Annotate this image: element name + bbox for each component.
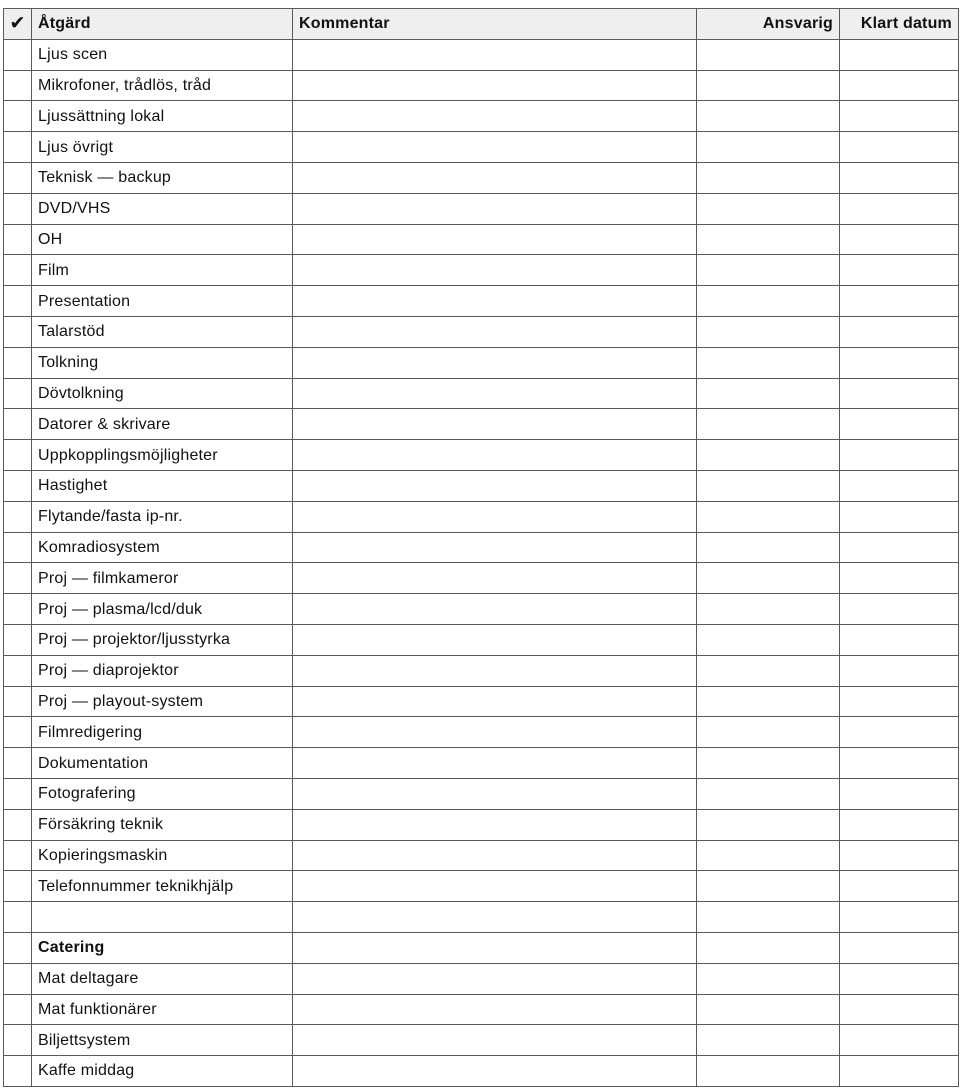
comment-cell[interactable] xyxy=(293,132,697,163)
table-row xyxy=(4,778,959,809)
done-date-cell[interactable] xyxy=(840,470,959,501)
check-cell[interactable] xyxy=(4,963,32,994)
table-row xyxy=(4,1056,959,1087)
action-cell: Proj — filmkameror xyxy=(32,563,293,594)
check-cell[interactable] xyxy=(4,871,32,902)
done-date-cell[interactable] xyxy=(840,347,959,378)
table-row xyxy=(4,255,959,286)
comment-cell[interactable] xyxy=(293,963,697,994)
comment-cell[interactable] xyxy=(293,809,697,840)
comment-cell[interactable] xyxy=(293,316,697,347)
check-cell[interactable] xyxy=(4,563,32,594)
check-cell[interactable] xyxy=(4,624,32,655)
check-cell[interactable] xyxy=(4,778,32,809)
comment-cell[interactable] xyxy=(293,871,697,902)
check-cell[interactable] xyxy=(4,224,32,255)
done-date-cell[interactable] xyxy=(840,532,959,563)
check-cell[interactable] xyxy=(4,840,32,871)
comment-cell[interactable] xyxy=(293,1025,697,1056)
responsible-cell[interactable] xyxy=(697,532,840,563)
done-date-cell[interactable] xyxy=(840,624,959,655)
check-cell[interactable] xyxy=(4,686,32,717)
check-cell[interactable] xyxy=(4,470,32,501)
done-date-cell[interactable] xyxy=(840,1056,959,1087)
responsible-cell[interactable] xyxy=(697,70,840,101)
action-cell: Mat deltagare xyxy=(32,963,293,994)
responsible-cell[interactable] xyxy=(697,902,840,933)
done-date-cell[interactable] xyxy=(840,594,959,625)
table-row xyxy=(4,963,959,994)
comment-cell[interactable] xyxy=(293,347,697,378)
done-date-cell[interactable] xyxy=(840,70,959,101)
action-cell: Ljussättning lokal xyxy=(32,101,293,132)
responsible-cell[interactable] xyxy=(697,440,840,471)
action-cell: Talarstöd xyxy=(32,316,293,347)
responsible-cell[interactable] xyxy=(697,1056,840,1087)
table-row xyxy=(4,70,959,101)
action-cell xyxy=(32,902,293,933)
done-date-cell[interactable] xyxy=(840,316,959,347)
checklist-sheet xyxy=(3,8,958,1087)
responsible-cell[interactable] xyxy=(697,809,840,840)
done-date-cell[interactable] xyxy=(840,994,959,1025)
action-cell: Uppkopplingsmöjligheter xyxy=(32,440,293,471)
done-date-cell[interactable] xyxy=(840,871,959,902)
done-date-cell[interactable] xyxy=(840,132,959,163)
checklist-table xyxy=(3,8,959,1087)
action-cell: Komradiosystem xyxy=(32,532,293,563)
action-cell: Filmredigering xyxy=(32,717,293,748)
table-row xyxy=(4,193,959,224)
table-row xyxy=(4,501,959,532)
check-cell[interactable] xyxy=(4,440,32,471)
done-date-cell[interactable] xyxy=(840,902,959,933)
check-cell[interactable] xyxy=(4,1056,32,1087)
done-date-cell[interactable] xyxy=(840,717,959,748)
comment-cell[interactable] xyxy=(293,594,697,625)
action-column-header: Åtgärd xyxy=(32,9,293,40)
done-date-cell[interactable] xyxy=(840,932,959,963)
action-cell: Mat funktionärer xyxy=(32,994,293,1025)
check-cell[interactable] xyxy=(4,378,32,409)
responsible-cell[interactable] xyxy=(697,1025,840,1056)
table-row xyxy=(4,871,959,902)
comment-cell[interactable] xyxy=(293,101,697,132)
table-row xyxy=(4,470,959,501)
done-date-cell[interactable] xyxy=(840,809,959,840)
comment-cell[interactable] xyxy=(293,902,697,933)
comment-column-header: Kommentar xyxy=(293,9,697,40)
check-cell[interactable] xyxy=(4,101,32,132)
action-cell: Ljus scen xyxy=(32,39,293,70)
check-cell[interactable] xyxy=(4,193,32,224)
table-row xyxy=(4,686,959,717)
done-date-cell[interactable] xyxy=(840,748,959,779)
check-cell[interactable] xyxy=(4,501,32,532)
check-cell[interactable] xyxy=(4,809,32,840)
responsible-cell[interactable] xyxy=(697,193,840,224)
action-cell: Proj — projektor/ljusstyrka xyxy=(32,624,293,655)
comment-cell[interactable] xyxy=(293,440,697,471)
comment-cell[interactable] xyxy=(293,717,697,748)
action-cell: Tolkning xyxy=(32,347,293,378)
comment-cell[interactable] xyxy=(293,994,697,1025)
responsible-cell[interactable] xyxy=(697,316,840,347)
action-cell: Teknisk — backup xyxy=(32,162,293,193)
comment-cell[interactable] xyxy=(293,532,697,563)
done-date-column-header: Klart datum xyxy=(840,9,959,40)
action-cell: Proj — playout-system xyxy=(32,686,293,717)
check-cell[interactable] xyxy=(4,39,32,70)
action-cell: Proj — diaprojektor xyxy=(32,655,293,686)
responsible-cell[interactable] xyxy=(697,778,840,809)
table-row xyxy=(4,224,959,255)
comment-cell[interactable] xyxy=(293,162,697,193)
section-title-cell: Catering xyxy=(32,932,293,963)
check-header-icon: ✔ xyxy=(4,9,32,40)
check-cell[interactable] xyxy=(4,70,32,101)
check-cell[interactable] xyxy=(4,594,32,625)
action-cell: Kopieringsmaskin xyxy=(32,840,293,871)
comment-cell[interactable] xyxy=(293,748,697,779)
comment-cell[interactable] xyxy=(293,224,697,255)
comment-cell[interactable] xyxy=(293,1056,697,1087)
responsible-cell[interactable] xyxy=(697,347,840,378)
action-cell: Kaffe middag xyxy=(32,1056,293,1087)
responsible-cell[interactable] xyxy=(697,409,840,440)
check-cell[interactable] xyxy=(4,902,32,933)
table-row xyxy=(4,624,959,655)
section-row xyxy=(4,932,959,963)
done-date-cell[interactable] xyxy=(840,39,959,70)
table-row xyxy=(4,532,959,563)
comment-cell[interactable] xyxy=(293,624,697,655)
table-row xyxy=(4,594,959,625)
responsible-cell[interactable] xyxy=(697,162,840,193)
table-row xyxy=(4,378,959,409)
comment-cell[interactable] xyxy=(293,39,697,70)
action-cell: Presentation xyxy=(32,286,293,317)
action-cell: DVD/VHS xyxy=(32,193,293,224)
table-row xyxy=(4,39,959,70)
action-cell: Telefonnummer teknikhjälp xyxy=(32,871,293,902)
responsible-cell[interactable] xyxy=(697,624,840,655)
check-cell[interactable] xyxy=(4,132,32,163)
table-row xyxy=(4,809,959,840)
done-date-cell[interactable] xyxy=(840,286,959,317)
comment-cell[interactable] xyxy=(293,686,697,717)
check-cell[interactable] xyxy=(4,932,32,963)
table-row xyxy=(4,440,959,471)
table-row xyxy=(4,994,959,1025)
responsible-cell[interactable] xyxy=(697,594,840,625)
table-row xyxy=(4,316,959,347)
done-date-cell[interactable] xyxy=(840,686,959,717)
action-cell: Biljettsystem xyxy=(32,1025,293,1056)
table-row xyxy=(4,563,959,594)
done-date-cell[interactable] xyxy=(840,963,959,994)
checklist-body xyxy=(4,39,959,1086)
responsible-cell[interactable] xyxy=(697,994,840,1025)
comment-cell[interactable] xyxy=(293,286,697,317)
done-date-cell[interactable] xyxy=(840,409,959,440)
comment-cell[interactable] xyxy=(293,778,697,809)
check-cell[interactable] xyxy=(4,748,32,779)
action-cell: Ljus övrigt xyxy=(32,132,293,163)
responsible-cell[interactable] xyxy=(697,686,840,717)
table-row xyxy=(4,655,959,686)
done-date-cell[interactable] xyxy=(840,778,959,809)
table-row xyxy=(4,132,959,163)
done-date-cell[interactable] xyxy=(840,440,959,471)
done-date-cell[interactable] xyxy=(840,501,959,532)
action-cell: Dokumentation xyxy=(32,748,293,779)
table-row xyxy=(4,902,959,933)
check-cell[interactable] xyxy=(4,1025,32,1056)
responsible-cell[interactable] xyxy=(697,378,840,409)
action-cell: Flytande/fasta ip-nr. xyxy=(32,501,293,532)
done-date-cell[interactable] xyxy=(840,255,959,286)
responsible-cell[interactable] xyxy=(697,501,840,532)
done-date-cell[interactable] xyxy=(840,162,959,193)
done-date-cell[interactable] xyxy=(840,378,959,409)
done-date-cell[interactable] xyxy=(840,193,959,224)
done-date-cell[interactable] xyxy=(840,563,959,594)
action-cell: Hastighet xyxy=(32,470,293,501)
comment-cell[interactable] xyxy=(293,563,697,594)
table-row xyxy=(4,286,959,317)
table-row xyxy=(4,717,959,748)
check-cell[interactable] xyxy=(4,255,32,286)
comment-cell[interactable] xyxy=(293,932,697,963)
responsible-cell[interactable] xyxy=(697,655,840,686)
check-cell[interactable] xyxy=(4,316,32,347)
comment-cell[interactable] xyxy=(293,193,697,224)
responsible-cell[interactable] xyxy=(697,840,840,871)
action-cell: Dövtolkning xyxy=(32,378,293,409)
action-cell: Mikrofoner, trådlös, tråd xyxy=(32,70,293,101)
table-row xyxy=(4,347,959,378)
check-cell[interactable] xyxy=(4,409,32,440)
comment-cell[interactable] xyxy=(293,255,697,286)
responsible-cell[interactable] xyxy=(697,871,840,902)
done-date-cell[interactable] xyxy=(840,101,959,132)
responsible-cell[interactable] xyxy=(697,963,840,994)
comment-cell[interactable] xyxy=(293,378,697,409)
header-row xyxy=(4,9,959,40)
comment-cell[interactable] xyxy=(293,70,697,101)
done-date-cell[interactable] xyxy=(840,655,959,686)
check-cell[interactable] xyxy=(4,994,32,1025)
check-cell[interactable] xyxy=(4,655,32,686)
responsible-cell[interactable] xyxy=(697,748,840,779)
table-row xyxy=(4,748,959,779)
table-row xyxy=(4,101,959,132)
responsible-cell[interactable] xyxy=(697,132,840,163)
table-row xyxy=(4,409,959,440)
responsible-cell[interactable] xyxy=(697,39,840,70)
responsible-cell[interactable] xyxy=(697,717,840,748)
comment-cell[interactable] xyxy=(293,409,697,440)
table-row xyxy=(4,840,959,871)
responsible-cell[interactable] xyxy=(697,224,840,255)
action-cell: Proj — plasma/lcd/duk xyxy=(32,594,293,625)
action-cell: Fotografering xyxy=(32,778,293,809)
check-cell[interactable] xyxy=(4,286,32,317)
comment-cell[interactable] xyxy=(293,655,697,686)
responsible-cell[interactable] xyxy=(697,286,840,317)
check-cell[interactable] xyxy=(4,162,32,193)
comment-cell[interactable] xyxy=(293,501,697,532)
done-date-cell[interactable] xyxy=(840,224,959,255)
check-cell[interactable] xyxy=(4,347,32,378)
comment-cell[interactable] xyxy=(293,840,697,871)
responsible-cell[interactable] xyxy=(697,932,840,963)
responsible-cell[interactable] xyxy=(697,255,840,286)
responsible-cell[interactable] xyxy=(697,470,840,501)
action-cell: Datorer & skrivare xyxy=(32,409,293,440)
responsible-cell[interactable] xyxy=(697,563,840,594)
responsible-column-header: Ansvarig xyxy=(697,9,840,40)
responsible-cell[interactable] xyxy=(697,101,840,132)
table-row xyxy=(4,162,959,193)
comment-cell[interactable] xyxy=(293,470,697,501)
check-cell[interactable] xyxy=(4,717,32,748)
check-cell[interactable] xyxy=(4,532,32,563)
action-cell: Film xyxy=(32,255,293,286)
done-date-cell[interactable] xyxy=(840,1025,959,1056)
action-cell: Försäkring teknik xyxy=(32,809,293,840)
table-row xyxy=(4,1025,959,1056)
done-date-cell[interactable] xyxy=(840,840,959,871)
action-cell: OH xyxy=(32,224,293,255)
